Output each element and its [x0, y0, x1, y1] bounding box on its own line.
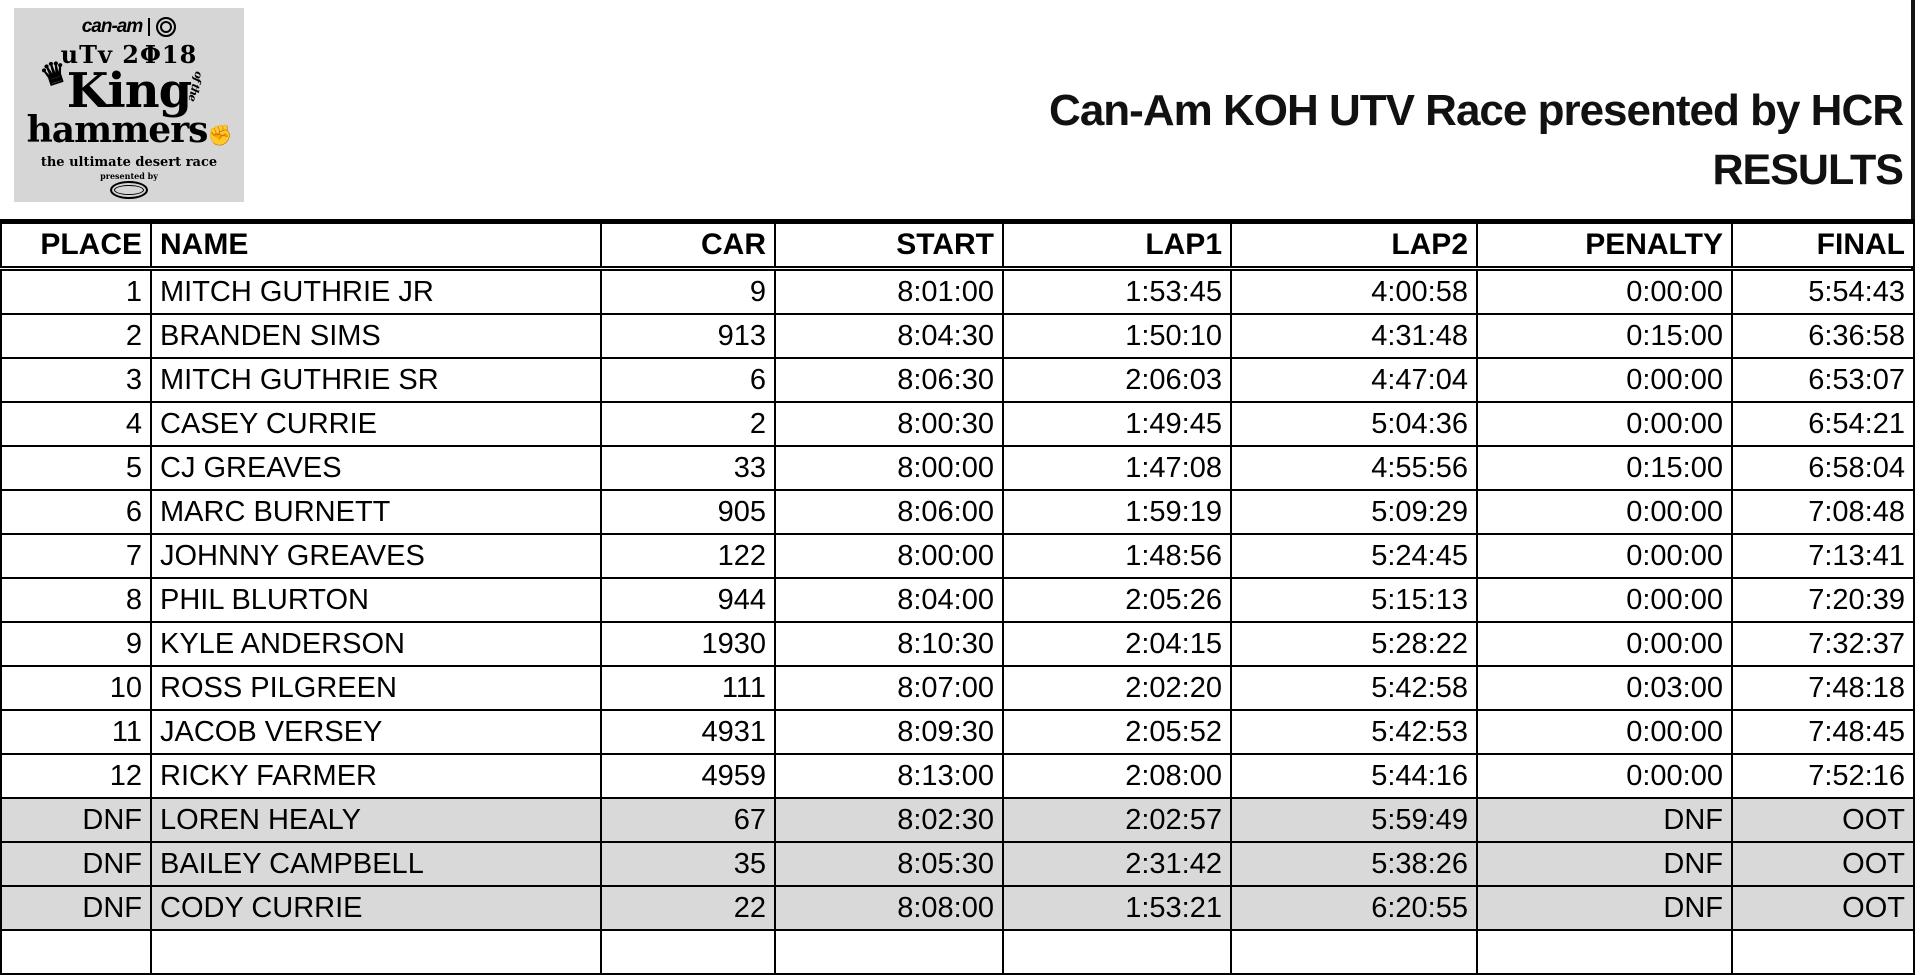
cell-final [1732, 930, 1914, 974]
cell-lap1: 2:04:15 [1003, 622, 1231, 666]
cell-penalty: 0:03:00 [1477, 666, 1732, 710]
cell-lap2: 5:24:45 [1231, 534, 1477, 578]
cell-lap1: 2:31:42 [1003, 842, 1231, 886]
cell-place: 9 [1, 622, 151, 666]
page-title: Can-Am KOH UTV Race presented by HCR [1049, 86, 1903, 135]
cell-name: BAILEY CAMPBELL [151, 842, 601, 886]
cell-lap1: 2:05:26 [1003, 578, 1231, 622]
table-header-row [1, 222, 1914, 269]
cell-name: ROSS PILGREEN [151, 666, 601, 710]
cell-lap1: 1:50:10 [1003, 314, 1231, 358]
koh-logo [14, 8, 244, 202]
cell-lap2: 5:38:26 [1231, 842, 1477, 886]
cell-name: JOHNNY GREAVES [151, 534, 601, 578]
table-row-dnf [1, 886, 1914, 930]
cell-car: 122 [601, 534, 775, 578]
cell-final: OOT [1732, 886, 1914, 930]
of-the-text: of the [185, 69, 206, 103]
cell-penalty: 0:00:00 [1477, 710, 1732, 754]
results-label: RESULTS [1712, 146, 1903, 194]
cell-penalty: 0:00:00 [1477, 358, 1732, 402]
brp-roundel-icon [156, 17, 176, 37]
cell-lap1: 1:53:21 [1003, 886, 1231, 930]
cell-lap2: 4:00:58 [1231, 269, 1477, 315]
cell-car: 35 [601, 842, 775, 886]
cell-name: PHIL BLURTON [151, 578, 601, 622]
cell-final: 7:52:16 [1732, 754, 1914, 798]
table-row-dnf [1, 798, 1914, 842]
cell-place: DNF [1, 798, 151, 842]
canam-wordmark: can-am [81, 16, 143, 37]
cell-penalty: 0:00:00 [1477, 490, 1732, 534]
cell-final: 6:36:58 [1732, 314, 1914, 358]
table-row [1, 269, 1914, 315]
cell-penalty: 0:00:00 [1477, 534, 1732, 578]
cell-start: 8:00:00 [775, 446, 1003, 490]
cell-car [601, 930, 775, 974]
cell-lap2: 5:42:58 [1231, 666, 1477, 710]
cell-car: 22 [601, 886, 775, 930]
cell-lap1: 1:48:56 [1003, 534, 1231, 578]
cell-place: 1 [1, 269, 151, 315]
cell-start: 8:04:00 [775, 578, 1003, 622]
cell-car: 4959 [601, 754, 775, 798]
cell-name: RICKY FARMER [151, 754, 601, 798]
cell-penalty: 0:00:00 [1477, 402, 1732, 446]
column-header-car: CAR [601, 222, 775, 269]
cell-name [151, 930, 601, 974]
cell-lap2: 6:20:55 [1231, 886, 1477, 930]
cell-place: DNF [1, 886, 151, 930]
year-label: 2Φ18 [122, 40, 198, 69]
cell-place: 7 [1, 534, 151, 578]
cell-place: DNF [1, 842, 151, 886]
cell-start: 8:02:30 [775, 798, 1003, 842]
cell-name: MARC BURNETT [151, 490, 601, 534]
cell-start: 8:07:00 [775, 666, 1003, 710]
cell-car: 1930 [601, 622, 775, 666]
king-text: King [66, 63, 192, 119]
cell-penalty: 0:00:00 [1477, 269, 1732, 315]
cell-final: 7:20:39 [1732, 578, 1914, 622]
cell-start [775, 930, 1003, 974]
cell-start: 8:05:30 [775, 842, 1003, 886]
cell-lap2: 5:44:16 [1231, 754, 1477, 798]
logo-divider [148, 18, 150, 36]
cell-penalty: DNF [1477, 886, 1732, 930]
cell-lap1: 2:02:20 [1003, 666, 1231, 710]
cell-lap2: 4:47:04 [1231, 358, 1477, 402]
presented-by-text: presented by [100, 171, 158, 181]
column-header-lap1: LAP1 [1003, 222, 1231, 269]
cell-lap1: 2:08:00 [1003, 754, 1231, 798]
cell-car: 944 [601, 578, 775, 622]
cell-start: 8:00:30 [775, 402, 1003, 446]
cell-car: 6 [601, 358, 775, 402]
cell-name: CASEY CURRIE [151, 402, 601, 446]
cell-penalty: 0:15:00 [1477, 446, 1732, 490]
cell-start: 8:10:30 [775, 622, 1003, 666]
cell-final: OOT [1732, 798, 1914, 842]
cell-lap1: 1:59:19 [1003, 490, 1231, 534]
cell-place: 8 [1, 578, 151, 622]
cell-penalty: 0:00:00 [1477, 578, 1732, 622]
table-row [1, 490, 1914, 534]
table-row [1, 754, 1914, 798]
table-row [1, 710, 1914, 754]
results-table-container [0, 219, 1915, 975]
cell-place [1, 930, 151, 974]
table-row-dnf [1, 842, 1914, 886]
utv-label: uTv [60, 40, 113, 69]
cell-start: 8:06:00 [775, 490, 1003, 534]
cell-name: CODY CURRIE [151, 886, 601, 930]
title-block [1049, 86, 1903, 194]
cell-lap2 [1231, 930, 1477, 974]
results-table-body [1, 269, 1914, 975]
cell-name: BRANDEN SIMS [151, 314, 601, 358]
cell-penalty: 0:00:00 [1477, 754, 1732, 798]
cell-name: CJ GREAVES [151, 446, 601, 490]
cell-final: 7:48:18 [1732, 666, 1914, 710]
cell-lap1: 1:47:08 [1003, 446, 1231, 490]
cell-final: 7:08:48 [1732, 490, 1914, 534]
cell-start: 8:01:00 [775, 269, 1003, 315]
cell-final: 6:54:21 [1732, 402, 1914, 446]
cell-car: 9 [601, 269, 775, 315]
cell-car: 67 [601, 798, 775, 842]
cell-penalty: DNF [1477, 842, 1732, 886]
cell-lap2: 5:59:49 [1231, 798, 1477, 842]
column-header-lap2: LAP2 [1231, 222, 1477, 269]
cell-car: 905 [601, 490, 775, 534]
table-row [1, 314, 1914, 358]
cell-lap1: 2:02:57 [1003, 798, 1231, 842]
table-row [1, 402, 1914, 446]
cell-penalty: 0:15:00 [1477, 314, 1732, 358]
fist-hammer-icon: ✊ [207, 123, 232, 147]
cell-name: MITCH GUTHRIE SR [151, 358, 601, 402]
cell-penalty [1477, 930, 1732, 974]
cell-lap2: 5:09:29 [1231, 490, 1477, 534]
cell-final: 5:54:43 [1732, 269, 1914, 315]
logo-hammers-line [26, 109, 232, 152]
column-header-place: PLACE [1, 222, 151, 269]
table-row [1, 446, 1914, 490]
cell-lap2: 5:28:22 [1231, 622, 1477, 666]
cell-final: 7:48:45 [1732, 710, 1914, 754]
cell-final: 6:53:07 [1732, 358, 1914, 402]
cell-lap2: 5:42:53 [1231, 710, 1477, 754]
table-row [1, 666, 1914, 710]
cell-lap1: 2:05:52 [1003, 710, 1231, 754]
table-row [1, 578, 1914, 622]
cell-final: 6:58:04 [1732, 446, 1914, 490]
column-header-name: NAME [151, 222, 601, 269]
cell-car: 913 [601, 314, 775, 358]
cell-penalty: 0:00:00 [1477, 622, 1732, 666]
table-row [1, 358, 1914, 402]
cell-lap2: 5:04:36 [1231, 402, 1477, 446]
results-table [0, 219, 1915, 975]
column-header-start: START [775, 222, 1003, 269]
cell-start: 8:04:30 [775, 314, 1003, 358]
logo-tagline: the ultimate desert race [40, 155, 218, 170]
cell-lap1: 2:06:03 [1003, 358, 1231, 402]
cell-start: 8:13:00 [775, 754, 1003, 798]
cell-start: 8:00:00 [775, 534, 1003, 578]
column-header-penalty: PENALTY [1477, 222, 1732, 269]
cell-lap2: 4:31:48 [1231, 314, 1477, 358]
cell-name: MITCH GUTHRIE JR [151, 269, 601, 315]
cell-place: 11 [1, 710, 151, 754]
table-row [1, 534, 1914, 578]
cell-start: 8:09:30 [775, 710, 1003, 754]
cell-car: 4931 [601, 710, 775, 754]
cell-place: 3 [1, 358, 151, 402]
cell-car: 2 [601, 402, 775, 446]
cell-car: 111 [601, 666, 775, 710]
cell-place: 12 [1, 754, 151, 798]
cell-lap2: 4:55:56 [1231, 446, 1477, 490]
logo-brand-row [82, 16, 177, 38]
cell-place: 5 [1, 446, 151, 490]
cell-lap1: 1:53:45 [1003, 269, 1231, 315]
cell-place: 4 [1, 402, 151, 446]
presenter-oval-icon [110, 181, 148, 199]
cell-place: 6 [1, 490, 151, 534]
cell-name: LOREN HEALY [151, 798, 601, 842]
cell-place: 2 [1, 314, 151, 358]
cell-lap2: 5:15:13 [1231, 578, 1477, 622]
cell-penalty: DNF [1477, 798, 1732, 842]
logo-presented-by [100, 172, 158, 199]
cell-car: 33 [601, 446, 775, 490]
table-row [1, 930, 1914, 974]
cell-lap1 [1003, 930, 1231, 974]
crown-icon: ♛ [35, 53, 72, 96]
table-row [1, 622, 1914, 666]
cell-name: JACOB VERSEY [151, 710, 601, 754]
cell-final: OOT [1732, 842, 1914, 886]
hammers-text: hammers [26, 109, 208, 151]
cell-start: 8:08:00 [775, 886, 1003, 930]
cell-final: 7:13:41 [1732, 534, 1914, 578]
column-header-final: FINAL [1732, 222, 1914, 269]
cell-start: 8:06:30 [775, 358, 1003, 402]
cell-name: KYLE ANDERSON [151, 622, 601, 666]
cell-lap1: 1:49:45 [1003, 402, 1231, 446]
cell-final: 7:32:37 [1732, 622, 1914, 666]
cell-place: 10 [1, 666, 151, 710]
